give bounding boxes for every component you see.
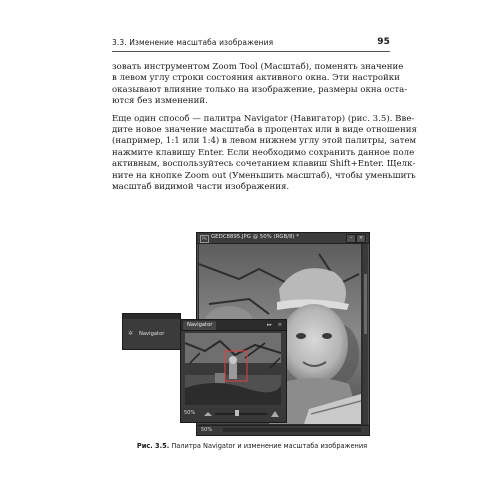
zoom-out-icon[interactable] — [204, 411, 212, 417]
caption-label: Рис. 3.5. — [136, 442, 170, 450]
caption-text: Палитра Navigator и изменение масштаба изображения — [171, 442, 368, 450]
navigator-icon: ✲ — [128, 330, 134, 337]
text-line: ните на кнопке Zoom out (Уменьшить масштаб), чтобы уменьшить — [112, 170, 416, 181]
zoom-slider-knob[interactable] — [235, 410, 239, 416]
collapsed-panel-dock — [122, 313, 181, 350]
text-line: нажмите клавишу Enter. Если необходимо сохранить данное поле — [112, 147, 415, 158]
page-number: 95 — [377, 37, 390, 47]
navigator-tabbar[interactable] — [181, 320, 286, 331]
navigator-button-label: Navigator — [139, 331, 165, 337]
navigator-panel-button[interactable] — [128, 328, 175, 340]
text-line: в левом углу строки состояния активного окна. Эти настройки — [112, 73, 400, 84]
document-statusbar — [197, 425, 369, 435]
document-titlebar[interactable] — [197, 233, 369, 244]
text-line: (например, 1:1 или 1:4) в левом нижнем углу этой палитры, затем — [112, 136, 417, 147]
photoshop-logo-icon: Ps — [200, 235, 209, 243]
text-line: активным, воспользуйтесь сочетанием клавиш Shift+Enter. Щелк- — [112, 159, 416, 170]
text-line: ются без изменений. — [112, 96, 208, 107]
navigator-zoom-bar — [181, 408, 286, 422]
horizontal-scrollbar[interactable] — [223, 428, 361, 432]
navigator-panel — [180, 319, 287, 423]
text-line: оказывают влияние только на изображение, размеры окна оста- — [112, 84, 408, 95]
panel-grip[interactable] — [123, 314, 180, 319]
collapse-panel-icon[interactable]: ▸▸ — [266, 322, 272, 328]
navigator-thumbnail-image — [185, 333, 281, 405]
minimize-button[interactable]: – — [346, 234, 356, 243]
navigator-zoom-field[interactable]: 50% — [184, 410, 196, 416]
text-line: дите новое значение масштаба в процентах или в виде отношения — [112, 125, 417, 136]
panel-menu-icon[interactable]: ≡ — [277, 322, 282, 328]
zoom-in-icon[interactable] — [271, 411, 279, 417]
tab-navigator[interactable]: Navigator — [183, 321, 216, 330]
vertical-scrollbar[interactable] — [363, 244, 368, 424]
section-title: 3.3. Изменение масштаба изображения — [112, 38, 274, 47]
status-zoom-field[interactable]: 50% — [201, 427, 213, 433]
text-line: масштаб видимой части изображения. — [112, 182, 290, 193]
text-line: Еще один способ — палитра Navigator (Навигатор) (рис. 3.5). Вве- — [112, 113, 415, 124]
document-title: GEDC8895.JPG @ 50% (RGB/8) * — [211, 234, 299, 240]
navigator-thumbnail[interactable] — [185, 333, 281, 405]
scrollbar-thumb[interactable] — [364, 274, 367, 334]
text-line: зовать инструментом Zoom Tool (Масштаб), поменять значение — [112, 62, 404, 72]
close-button[interactable]: × — [356, 234, 366, 243]
figure-caption — [112, 442, 392, 450]
zoom-slider[interactable] — [215, 413, 267, 415]
